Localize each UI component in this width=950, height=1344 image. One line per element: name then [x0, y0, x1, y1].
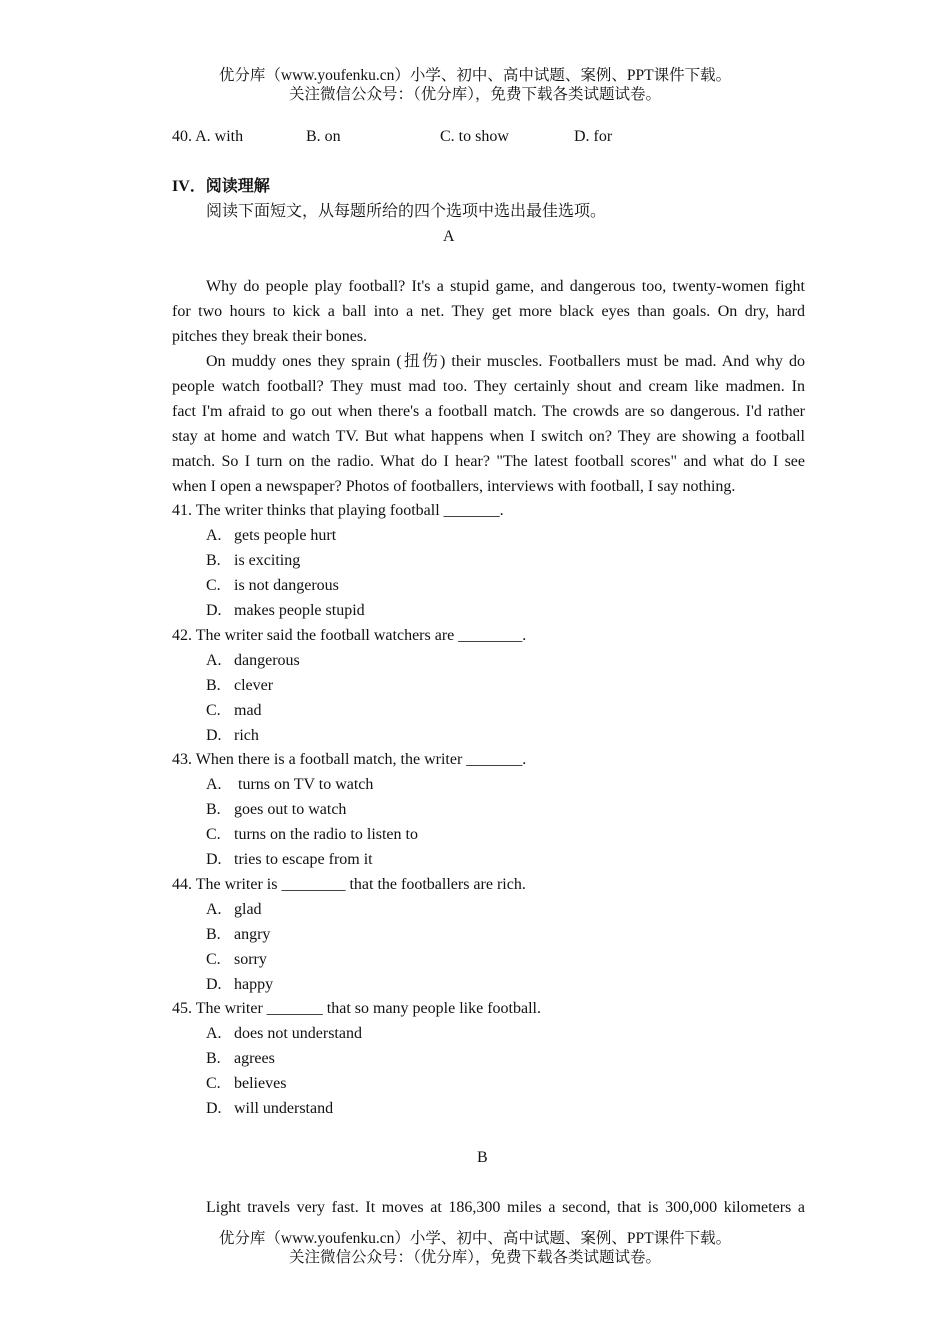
q42-option-b: B. clever — [206, 677, 274, 694]
q42-option-c: C. mad — [206, 702, 262, 719]
q41-option-c: C. is not dangerous — [206, 577, 339, 594]
q44-option-d: D. happy — [206, 976, 274, 993]
q44-option-c: C. sorry — [206, 951, 267, 968]
passage-a-p2-line-2: people watch football? They must mad too. They certainly shout and cream like madmen. In — [172, 378, 805, 395]
q44-stem: 44. The writer is ________ that the footballers are rich. — [172, 876, 526, 893]
q40-option-b: B. on — [306, 128, 341, 145]
q42-stem: 42. The writer said the football watchers are ________. — [172, 627, 527, 644]
passage-a-p2-line-5: match. So I turn on the radio. What do I hear? "The latest football scores" and what do I see — [172, 453, 805, 470]
q42-option-a: A. dangerous — [206, 652, 300, 669]
q40-option-a: 40. A. with — [172, 128, 244, 145]
passage-b-label: B — [477, 1149, 488, 1166]
passage-a-p1-line-2: for two hours to kick a ball into a net. They get more black eyes than goals. On dry, hard — [172, 303, 805, 320]
q41-option-b: B. is exciting — [206, 552, 301, 569]
q45-stem: 45. The writer _______ that so many people like football. — [172, 1000, 541, 1017]
footer-line-2: 关注微信公众号：（优分库），免费下载各类试题试卷。 — [288, 1249, 661, 1266]
header-line-2: 关注微信公众号：（优分库），免费下载各类试题试卷。 — [288, 86, 661, 103]
q41-option-d: D. makes people stupid — [206, 602, 365, 619]
q45-option-b: B. agrees — [206, 1050, 275, 1067]
passage-a-p1-line-3: pitches they break their bones. — [172, 328, 368, 345]
q45-option-c: C. believes — [206, 1075, 287, 1092]
q44-option-a: A. glad — [206, 901, 262, 918]
q43-option-b: B. goes out to watch — [206, 801, 347, 818]
section-title: IV．阅读理解 — [172, 178, 270, 195]
q43-option-a: A. turns on TV to watch — [206, 776, 374, 793]
q42-option-d: D. rich — [206, 727, 259, 744]
passage-a-p2-line-1: On muddy ones they sprain (扭伤) their muscles. Footballers must be mad. And why do — [206, 353, 805, 370]
header-line-1: 优分库（www.youfenku.cn）小学、初中、高中试题、案例、PPT课件下载。 — [218, 67, 732, 84]
q45-option-d: D. will understand — [206, 1100, 334, 1117]
q43-option-d: D. tries to escape from it — [206, 851, 373, 868]
q40-option-d: D. for — [574, 128, 613, 145]
passage-a-label: A — [443, 228, 455, 245]
q40-option-c: C. to show — [440, 128, 509, 145]
section-instruction: 阅读下面短文，从每题所给的四个选项中选出最佳选项。 — [206, 203, 607, 220]
q43-stem: 43. When there is a football match, the writer _______. — [172, 751, 527, 768]
passage-a-p2-line-6: when I open a newspaper? Photos of footballers, interviews with football, I say nothing. — [172, 478, 736, 495]
passage-a-p1-line-1: Why do people play football? It's a stupid game, and dangerous too, twenty-women fight — [206, 278, 805, 295]
q41-stem: 41. The writer thinks that playing football _______. — [172, 502, 504, 519]
q44-option-b: B. angry — [206, 926, 271, 943]
passage-b-line-1: Light travels very fast. It moves at 186,300 miles a second, that is 300,000 kilometers a — [206, 1199, 805, 1216]
passage-a-p2-line-4: stay at home and watch TV. But what happens when I switch on? They are showing a football — [172, 428, 805, 445]
footer-line-1: 优分库（www.youfenku.cn）小学、初中、高中试题、案例、PPT课件下载。 — [218, 1230, 732, 1247]
q45-option-a: A. does not understand — [206, 1025, 362, 1042]
q43-option-c: C. turns on the radio to listen to — [206, 826, 418, 843]
q41-option-a: A. gets people hurt — [206, 527, 337, 544]
passage-a-p2-line-3: fact I'm afraid to go out when there's a football match. The crowds are so dangerous. I'd rather — [172, 403, 805, 420]
